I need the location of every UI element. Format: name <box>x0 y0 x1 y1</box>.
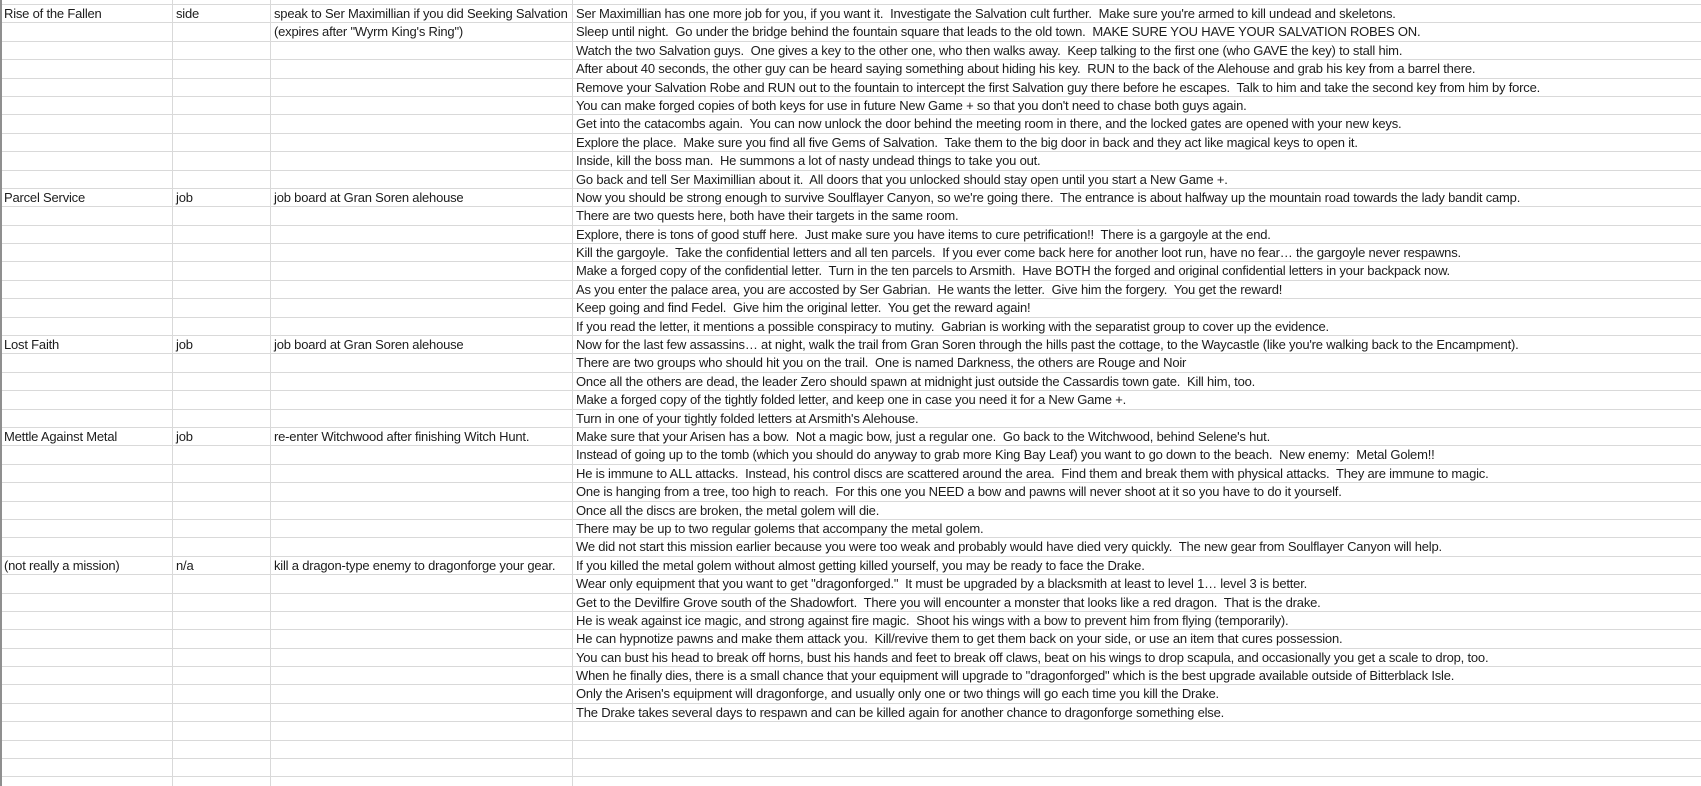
cell-quest-trigger[interactable] <box>270 612 572 629</box>
cell-quest-type[interactable] <box>172 538 270 555</box>
cell-quest-trigger[interactable] <box>270 171 572 188</box>
cell-quest-name[interactable] <box>0 23 172 40</box>
table-row <box>0 410 1701 428</box>
cell-quest-name[interactable] <box>0 152 172 169</box>
table-row <box>0 428 1701 446</box>
cell-quest-trigger[interactable] <box>270 502 572 519</box>
cell-quest-type[interactable] <box>172 97 270 114</box>
cell-quest-trigger[interactable] <box>270 520 572 537</box>
table-row <box>0 538 1701 556</box>
cell-walkthrough-note[interactable] <box>572 722 1701 739</box>
cell-walkthrough-note[interactable]: Inside, kill the boss man. He summons a lot of nasty undead things to take you out. <box>576 153 1041 169</box>
table-row <box>0 226 1701 244</box>
cell-quest-name[interactable] <box>0 446 172 463</box>
table-row <box>0 189 1701 207</box>
cell-walkthrough-note[interactable]: There may be up to two regular golems that accompany the metal golem. <box>576 520 984 536</box>
cell-quest-name[interactable]: Parcel Service <box>4 189 86 205</box>
cell-walkthrough-note[interactable] <box>572 741 1701 758</box>
cell-quest-name[interactable] <box>0 502 172 519</box>
cell-quest-name[interactable]: Rise of the Fallen <box>4 6 102 21</box>
cell-quest-name[interactable] <box>0 667 172 684</box>
cell-quest-trigger[interactable] <box>270 649 572 666</box>
cell-quest-trigger[interactable]: re-enter Witchwood after finishing Witch Hunt. <box>274 428 530 444</box>
cell-quest-type[interactable] <box>172 60 270 77</box>
cell-quest-type[interactable] <box>172 630 270 647</box>
cell-quest-name[interactable] <box>0 594 172 611</box>
cell-quest-trigger[interactable] <box>270 318 572 335</box>
table-row <box>0 391 1701 409</box>
cell-quest-name[interactable] <box>0 391 172 408</box>
cell-quest-trigger[interactable] <box>270 722 572 739</box>
cell-quest-trigger[interactable] <box>270 741 572 758</box>
cell-quest-name[interactable] <box>0 281 172 298</box>
cell-walkthrough-note[interactable]: Watch the two Salvation guys. One gives a key to the other one, who then walks away. Keep talking to the first one (who GAVE the key) to stall him. <box>576 42 1403 58</box>
cell-quest-name[interactable] <box>0 60 172 77</box>
cell-quest-trigger[interactable]: job board at Gran Soren alehouse <box>274 189 464 205</box>
cell-quest-trigger[interactable] <box>270 538 572 555</box>
cell-quest-type[interactable] <box>172 741 270 758</box>
cell-quest-name[interactable] <box>0 207 172 224</box>
cell-quest-type[interactable] <box>172 226 270 243</box>
cell-quest-trigger[interactable]: (expires after "Wyrm King's Ring") <box>274 24 464 40</box>
cell-quest-type[interactable] <box>172 391 270 408</box>
table-row <box>0 23 1701 41</box>
cell-quest-trigger[interactable] <box>270 281 572 298</box>
cell-walkthrough-note[interactable]: Make a forged copy of the confidential letter. Turn in the ten parcels to Arsmith. Have BOTH the forged and original confidential letters in your backpack now. <box>576 263 1450 279</box>
cell-walkthrough-note[interactable]: Go back and tell Ser Maximillian about it. All doors that you unlocked should stay open until you start a New Game +. <box>576 171 1228 187</box>
cell-walkthrough-note[interactable]: We did not start this mission earlier because you were too weak and probably would have died very quickly. The new gear from Soulflayer Canyon will help. <box>576 539 1442 555</box>
table-row <box>0 299 1701 317</box>
cell-quest-trigger[interactable] <box>270 97 572 114</box>
cell-quest-trigger[interactable] <box>270 446 572 463</box>
cell-quest-name[interactable] <box>0 244 172 261</box>
cell-walkthrough-note[interactable]: Once all the discs are broken, the metal golem will die. <box>576 502 880 518</box>
cell-quest-type[interactable] <box>172 23 270 40</box>
cell-quest-trigger[interactable] <box>270 152 572 169</box>
cell-quest-type[interactable] <box>172 759 270 776</box>
cell-quest-name[interactable]: Mettle Against Metal <box>4 428 118 444</box>
cell-quest-name[interactable]: Lost Faith <box>4 337 60 353</box>
table-row <box>0 575 1701 593</box>
cell-walkthrough-note[interactable]: Now you should be strong enough to survive Soulflayer Canyon, so we're going there. The entrance is about halfway up the mountain road towards the lady bandit camp. <box>576 189 1521 205</box>
cell-quest-trigger[interactable] <box>270 410 572 427</box>
cell-quest-type[interactable] <box>172 79 270 96</box>
cell-quest-name[interactable] <box>0 483 172 500</box>
cell-walkthrough-note[interactable]: As you enter the palace area, you are accosted by Ser Gabrian. He wants the letter. Give him the forgery. You get the reward! <box>576 281 1283 297</box>
table-row <box>0 152 1701 170</box>
table-row <box>0 244 1701 262</box>
cell-walkthrough-note[interactable]: Remove your Salvation Robe and RUN out to the fountain to intercept the first Salvation guy there before he escapes. Talk to him and take the second key from him by force. <box>576 79 1541 95</box>
cell-quest-name[interactable] <box>0 520 172 537</box>
cell-quest-type[interactable] <box>172 299 270 316</box>
cell-quest-type[interactable] <box>172 373 270 390</box>
cell-walkthrough-note[interactable]: Wear only equipment that you want to get "dragonforged." It must be upgraded by a blacksmith at least to level 1… level 3 is better. <box>576 576 1308 592</box>
cell-quest-trigger[interactable] <box>270 630 572 647</box>
cell-quest-type[interactable] <box>172 612 270 629</box>
cell-quest-type[interactable] <box>172 281 270 298</box>
cell-quest-type[interactable] <box>172 410 270 427</box>
cell-quest-name[interactable] <box>0 354 172 371</box>
cell-quest-trigger[interactable] <box>270 60 572 77</box>
cell-walkthrough-note[interactable]: Make sure that your Arisen has a bow. Not a magic bow, just a regular one. Go back to the Witchwood, behind Selene's hut. <box>576 428 1271 444</box>
cell-quest-name[interactable] <box>0 465 172 482</box>
cell-walkthrough-note[interactable]: There are two quests here, both have their targets in the same room. <box>576 208 959 224</box>
table-row <box>0 207 1701 225</box>
cell-quest-trigger[interactable]: job board at Gran Soren alehouse <box>274 337 464 353</box>
cell-quest-name[interactable] <box>0 612 172 629</box>
cell-quest-name[interactable] <box>0 226 172 243</box>
cell-quest-trigger[interactable]: kill a dragon-type enemy to dragonforge your gear. <box>274 557 556 573</box>
cell-quest-type[interactable] <box>172 207 270 224</box>
cell-walkthrough-note[interactable]: You can bust his head to break off horns, bust his hands and feet to break off claws, beat on his wings to drop scapula, and occasionally you get a scale to drop, too. <box>576 649 1489 665</box>
cell-quest-type[interactable] <box>172 777 270 786</box>
cell-quest-name[interactable] <box>0 79 172 96</box>
cell-quest-type[interactable] <box>172 685 270 702</box>
cell-walkthrough-note[interactable]: Turn in one of your tightly folded letters at Arsmith's Alehouse. <box>576 410 919 426</box>
cell-quest-type[interactable] <box>172 704 270 721</box>
cell-walkthrough-note[interactable]: Explore the place. Make sure you find all five Gems of Salvation. Take them to the big door in back and they act like magical keys to open it. <box>576 134 1358 150</box>
cell-quest-type[interactable] <box>172 520 270 537</box>
cell-walkthrough-note[interactable]: When he finally dies, there is a small chance that your equipment will upgrade to "dragonforged" which is the best upgrade available outside of Bitterblack Isle. <box>576 668 1455 684</box>
cell-walkthrough-note[interactable]: Now for the last few assassins… at night, walk the trail from Gran Soren through the hills past the cottage, to the Waycastle (like you're walking back to the Encampment). <box>576 337 1519 353</box>
cell-quest-trigger[interactable] <box>270 483 572 500</box>
table-row <box>0 134 1701 152</box>
cell-quest-trigger[interactable] <box>270 207 572 224</box>
cell-quest-type[interactable]: job <box>176 428 193 444</box>
cell-quest-trigger[interactable] <box>270 685 572 702</box>
table-row <box>0 612 1701 630</box>
cell-quest-name[interactable] <box>0 97 172 114</box>
cell-quest-name[interactable] <box>0 299 172 316</box>
table-row <box>0 318 1701 336</box>
table-row <box>0 704 1701 722</box>
cell-quest-type[interactable]: job <box>176 189 193 205</box>
cell-quest-type[interactable] <box>172 446 270 463</box>
cell-walkthrough-note[interactable]: He is immune to ALL attacks. Instead, his control discs are scattered around the area. Find them and break them with physical attacks. They are immune to magic. <box>576 465 1489 481</box>
table-row <box>0 465 1701 483</box>
table-row <box>0 502 1701 520</box>
table-row <box>0 777 1701 786</box>
cell-quest-trigger[interactable] <box>270 777 572 786</box>
cell-quest-trigger[interactable] <box>270 42 572 59</box>
cell-quest-name[interactable] <box>0 134 172 151</box>
cell-quest-type[interactable] <box>172 465 270 482</box>
cell-quest-name[interactable]: (not really a mission) <box>4 557 120 573</box>
cell-quest-type[interactable]: job <box>176 337 193 353</box>
cell-quest-type[interactable] <box>172 171 270 188</box>
cell-quest-name[interactable] <box>0 42 172 59</box>
table-row <box>0 60 1701 78</box>
cell-walkthrough-note[interactable]: After about 40 seconds, the other guy can be heard saying something about hiding his key. RUN to the back of the Alehouse and grab his key from a barrel there. <box>576 61 1476 77</box>
cell-quest-type[interactable] <box>172 244 270 261</box>
cell-quest-trigger[interactable] <box>270 667 572 684</box>
cell-walkthrough-note[interactable]: Only the Arisen's equipment will dragonforge, and usually only one or two things will go each time you kill the Drake. <box>576 686 1219 702</box>
cell-quest-name[interactable] <box>0 262 172 279</box>
table-row <box>0 171 1701 189</box>
table-row <box>0 97 1701 115</box>
cell-walkthrough-note[interactable]: Instead of going up to the tomb (which you should do anyway to grab more King Bay Leaf) you want to go down to the beach. New enemy: Metal Golem!! <box>576 447 1435 463</box>
cell-quest-trigger[interactable] <box>270 134 572 151</box>
cell-walkthrough-note[interactable]: Sleep until night. Go under the bridge behind the fountain square that leads to the old town. MAKE SURE YOU HAVE YOUR SALVATION ROBES ON. <box>576 24 1421 40</box>
cell-quest-name[interactable] <box>0 318 172 335</box>
cell-quest-name[interactable] <box>0 410 172 427</box>
cell-quest-type[interactable] <box>172 354 270 371</box>
cell-quest-name[interactable] <box>0 685 172 702</box>
cell-quest-type[interactable] <box>172 649 270 666</box>
cell-walkthrough-note[interactable]: If you killed the metal golem without almost getting killed yourself, you may be ready to face the Drake. <box>576 557 1145 573</box>
table-row <box>0 42 1701 60</box>
cell-quest-type[interactable] <box>172 594 270 611</box>
cell-quest-type[interactable] <box>172 483 270 500</box>
table-row <box>0 115 1701 133</box>
cell-quest-name[interactable] <box>0 538 172 555</box>
cell-walkthrough-note[interactable]: He is weak against ice magic, and strong against fire magic. Shoot his wings with a bow to prevent him from flying (temporarily). <box>576 612 1289 628</box>
table-row <box>0 354 1701 372</box>
cell-quest-trigger[interactable]: speak to Ser Maximillian if you did Seeking Salvation <box>274 6 568 21</box>
table-row <box>0 741 1701 759</box>
cell-quest-name[interactable] <box>0 630 172 647</box>
cell-quest-type[interactable] <box>172 575 270 592</box>
cell-quest-name[interactable] <box>0 649 172 666</box>
cell-walkthrough-note[interactable] <box>572 759 1701 776</box>
table-row <box>0 722 1701 740</box>
cell-quest-type[interactable]: n/a <box>176 557 194 573</box>
cell-quest-trigger[interactable] <box>270 373 572 390</box>
cell-quest-type[interactable] <box>172 134 270 151</box>
cell-walkthrough-note[interactable]: Get into the catacombs again. You can now unlock the door behind the meeting room in there, and the locked gates are opened with your new keys. <box>576 116 1402 132</box>
cell-walkthrough-note[interactable]: You can make forged copies of both keys for use in future New Game + so that you don't need to chase both guys again. <box>576 97 1247 113</box>
cell-quest-trigger[interactable] <box>270 704 572 721</box>
cell-walkthrough-note[interactable]: If you read the letter, it mentions a possible conspiracy to mutiny. Gabrian is working with the separatist group to cover up the evidence. <box>576 318 1329 334</box>
table-row <box>0 630 1701 648</box>
cell-walkthrough-note[interactable]: One is hanging from a tree, too high to reach. For this one you NEED a bow and pawns will never shoot at it so you have to do it yourself. <box>576 484 1342 500</box>
cell-quest-trigger[interactable] <box>270 244 572 261</box>
cell-quest-type[interactable] <box>172 115 270 132</box>
cell-quest-name[interactable] <box>0 115 172 132</box>
cell-quest-type[interactable] <box>172 152 270 169</box>
cell-quest-name[interactable] <box>0 722 172 739</box>
cell-quest-type[interactable] <box>172 667 270 684</box>
cell-quest-trigger[interactable] <box>270 226 572 243</box>
cell-quest-trigger[interactable] <box>270 262 572 279</box>
cell-quest-type[interactable] <box>172 42 270 59</box>
cell-quest-name[interactable] <box>0 704 172 721</box>
table-row <box>0 336 1701 354</box>
cell-quest-trigger[interactable] <box>270 115 572 132</box>
table-row <box>0 759 1701 777</box>
cell-quest-name[interactable] <box>0 373 172 390</box>
cell-quest-name[interactable] <box>0 741 172 758</box>
cell-quest-name[interactable] <box>0 575 172 592</box>
table-row <box>0 594 1701 612</box>
cell-quest-trigger[interactable] <box>270 575 572 592</box>
table-row <box>0 557 1701 575</box>
cell-quest-trigger[interactable] <box>270 79 572 96</box>
cell-quest-trigger[interactable] <box>270 391 572 408</box>
cell-quest-trigger[interactable] <box>270 299 572 316</box>
table-row <box>0 667 1701 685</box>
cell-quest-name[interactable] <box>0 171 172 188</box>
cell-walkthrough-note[interactable]: The Drake takes several days to respawn and can be killed again for another chance to dragonforge something else. <box>576 704 1225 720</box>
table-row <box>0 262 1701 280</box>
table-row <box>0 373 1701 391</box>
table-row <box>0 446 1701 464</box>
table-row <box>0 5 1701 23</box>
cell-walkthrough-note[interactable]: Keep going and find Fedel. Give him the original letter. You get the reward again! <box>576 300 1031 316</box>
cell-walkthrough-note[interactable]: Ser Maximillian has one more job for you, if you want it. Investigate the Salvation cult further. Make sure you're armed to kill undead and skeletons. <box>576 6 1396 21</box>
cell-quest-trigger[interactable] <box>270 465 572 482</box>
cell-quest-name[interactable] <box>0 759 172 776</box>
cell-walkthrough-note[interactable]: There are two groups who should hit you on the trail. One is named Darkness, the others are Rouge and Noir <box>576 355 1187 371</box>
cell-quest-type[interactable] <box>172 722 270 739</box>
cell-quest-trigger[interactable] <box>270 594 572 611</box>
table-row <box>0 79 1701 97</box>
table-row <box>0 685 1701 703</box>
cell-walkthrough-note[interactable]: Once all the others are dead, the leader Zero should spawn at midnight just outside the Cassardis town gate. Kill him, too. <box>576 373 1256 389</box>
cell-quest-type[interactable] <box>172 502 270 519</box>
cell-walkthrough-note[interactable]: Make a forged copy of the tightly folded letter, and keep one in case you need it for a New Game +. <box>576 392 1127 408</box>
cell-quest-trigger[interactable] <box>270 354 572 371</box>
cell-quest-type[interactable] <box>172 262 270 279</box>
table-row <box>0 281 1701 299</box>
cell-quest-type[interactable]: side <box>176 6 200 21</box>
cell-walkthrough-note[interactable] <box>572 777 1701 786</box>
cell-quest-type[interactable] <box>172 318 270 335</box>
table-row <box>0 483 1701 501</box>
cell-walkthrough-note[interactable]: Explore, there is tons of good stuff here. Just make sure you have items to cure petrification!! There is a gargoyle at the end. <box>576 226 1271 242</box>
cell-walkthrough-note[interactable]: Kill the gargoyle. Take the confidential letters and all ten parcels. If you ever come back here for another loot run, have no fear… the gargoyle never respawns. <box>576 245 1461 261</box>
cell-quest-trigger[interactable] <box>270 759 572 776</box>
cell-walkthrough-note[interactable]: He can hypnotize pawns and make them attack you. Kill/revive them to get them back on your side, or use an item that cures possession. <box>576 631 1343 647</box>
cell-quest-name[interactable] <box>0 777 172 786</box>
cell-walkthrough-note[interactable]: Get to the Devilfire Grove south of the Shadowfort. There you will encounter a monster that looks like a red dragon. That is the drake. <box>576 594 1321 610</box>
table-row <box>0 520 1701 538</box>
table-row <box>0 649 1701 667</box>
